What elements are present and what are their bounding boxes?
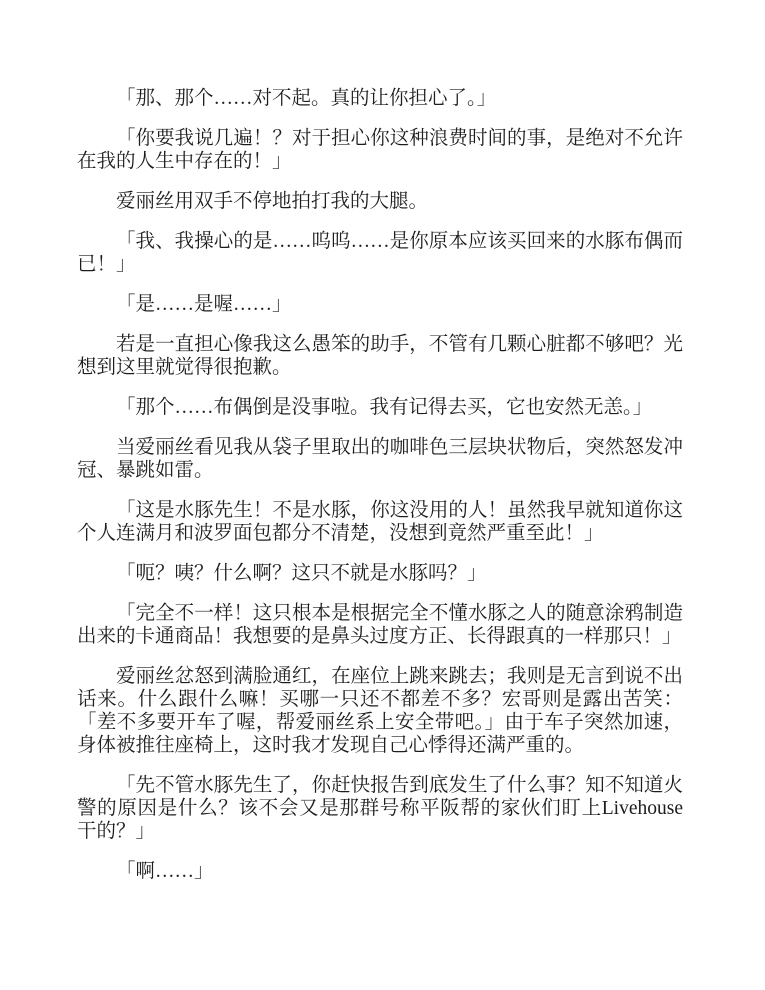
novel-paragraph: 「这是水豚先生！不是水豚，你这没用的人！虽然我早就知道你这个人连满月和波罗面包都分不清楚，没想到竟然严重至此！」 [77,500,683,544]
novel-paragraph: 爱丽丝用双手不停地拍打我的大腿。 [116,191,429,212]
novel-paragraph: 「是……是喔……」 [116,294,292,315]
novel-paragraph: 「我、我操心的是……呜呜……是你原本应该买回来的水豚布偶而已！」 [77,231,683,275]
novel-paragraph: 「先不管水豚先生了，你赶快报告到底发生了什么事？知不知道火警的原因是什么？该不会又是那群号称平阪帮的家伙们盯上Livehouse干的？」 [77,775,683,842]
novel-paragraph: 「那个……布偶倒是没事啦。我有记得去买，它也安然无恙。」 [116,397,653,418]
novel-paragraph: 爱丽丝忿怒到满脸通红，在座位上跳来跳去；我则是无言到说不出话来。什么跟什么嘛！买哪一只还不都差不多？宏哥则是露出苦笑：「差不多要开车了喔，帮爱丽丝系上安全带吧。」由于车子突然加速，身体被推往座椅上，这时我才发现自己心悸得还满严重的。 [77,666,683,756]
novel-paragraph: 「那、那个……对不起。真的让你担心了。」 [116,88,497,109]
novel-paragraph: 「呃？咦？什么啊？这只不就是水豚吗？」 [116,563,487,584]
novel-paragraph: 若是一直担心像我这么愚笨的助手，不管有几颗心脏都不够吧？光想到这里就觉得很抱歉。 [77,334,683,378]
novel-paragraph: 「你要我说几遍！？对于担心你这种浪费时间的事，是绝对不允许在我的人生中存在的！」 [77,128,683,172]
novel-paragraph: 「完全不一样！这只根本是根据完全不懂水豚之人的随意涂鸦制造出来的卡通商品！我想要的是鼻头过度方正、长得跟真的一样那只！」 [77,603,683,647]
novel-paragraph: 「啊……」 [116,861,214,882]
novel-paragraph: 当爱丽丝看见我从袋子里取出的咖啡色三层块状物后，突然怒发冲冠、暴跳如雷。 [77,437,683,481]
